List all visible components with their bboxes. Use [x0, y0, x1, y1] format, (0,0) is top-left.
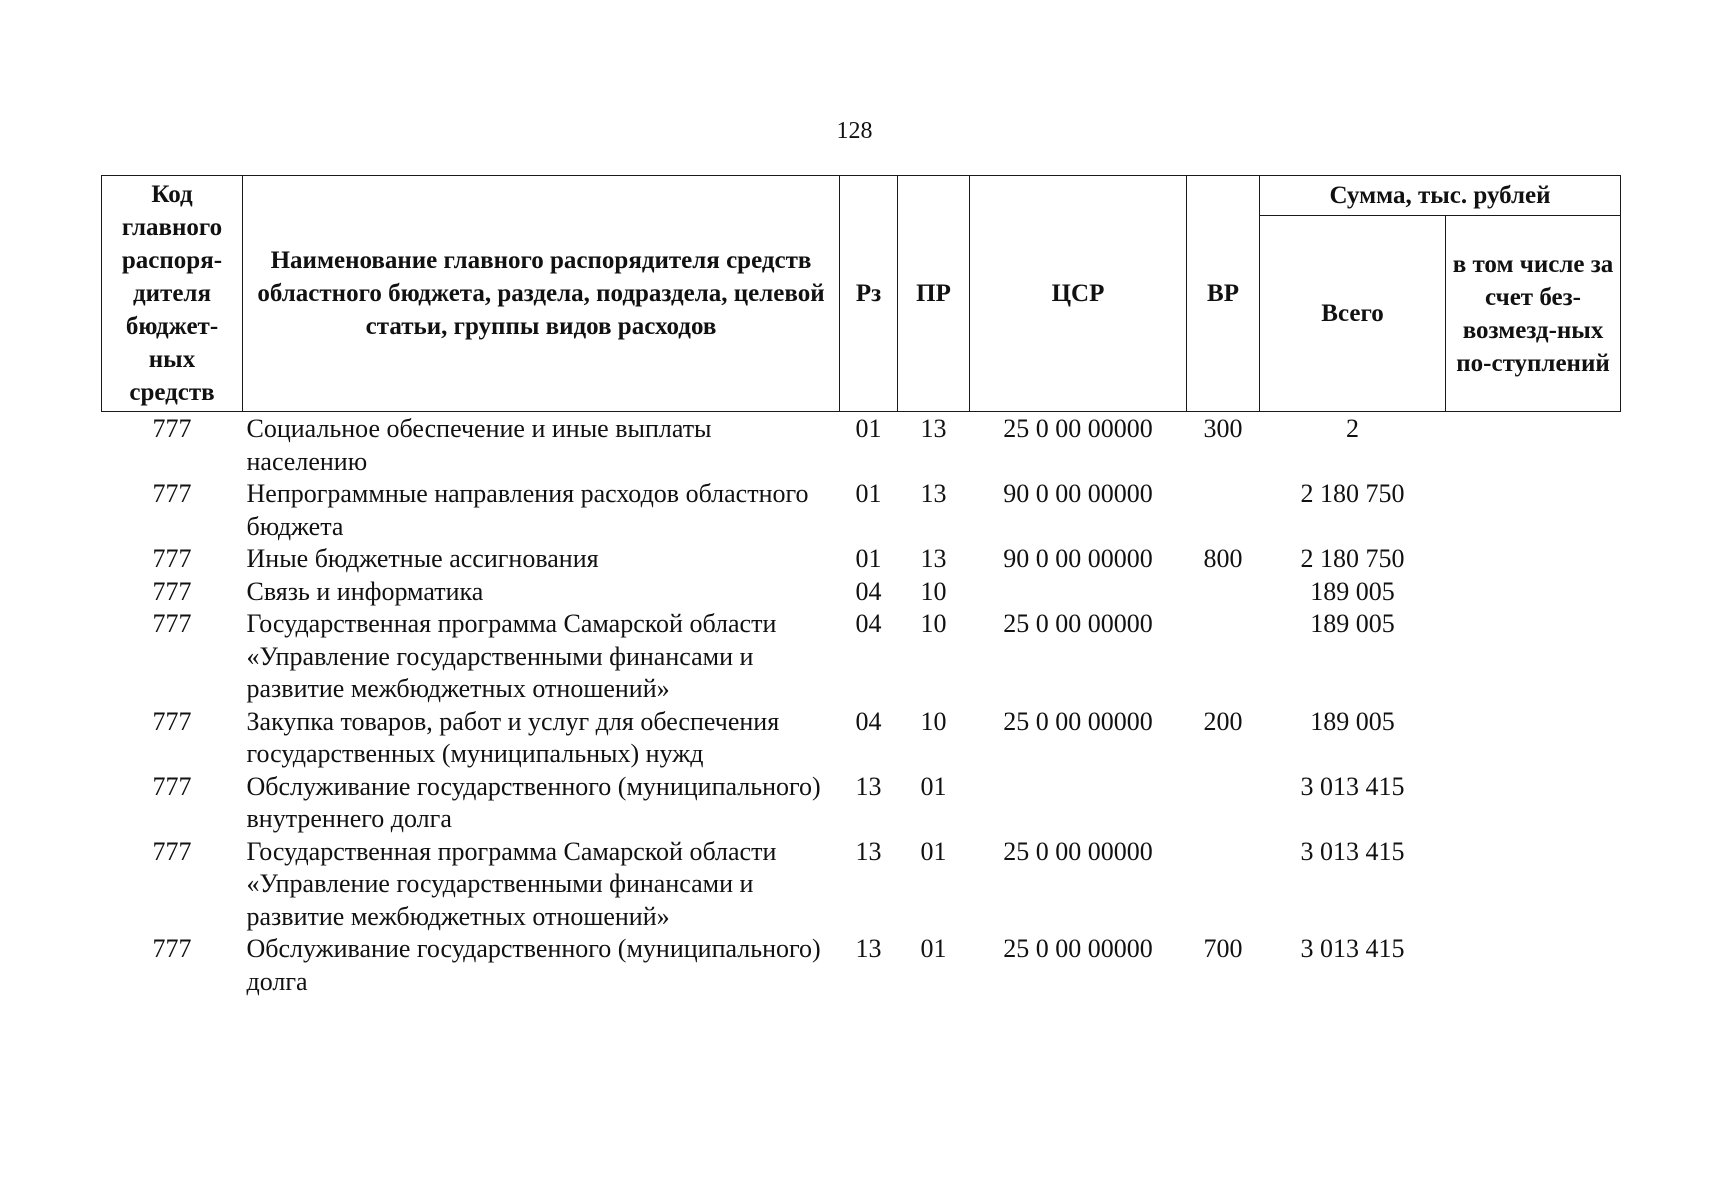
cell-pr: 10 — [920, 609, 947, 638]
cell-name: Закупка товаров, работ и услуг для обеспечения государственных (муниципальных) нужд — [246, 706, 780, 768]
header-rz: Рз — [840, 176, 898, 412]
cell-total: 3 013 415 — [1300, 771, 1405, 801]
cell-vr — [1187, 771, 1260, 836]
table-row — [102, 576, 1621, 609]
cell-code: 777 — [152, 609, 192, 638]
cell-code: 777 — [152, 479, 192, 508]
cell-total: 2 180 750 — [1300, 544, 1405, 573]
cell-name: Обслуживание государственного (муниципального) долга — [246, 934, 821, 996]
cell-pr: 10 — [920, 576, 947, 606]
cell-name: Государственная программа Самарской области «Управление государственными финансами и развитие межбюджетных отношений» — [246, 836, 777, 931]
page-number: 128 — [836, 118, 873, 144]
cell-gratuitous — [1446, 412, 1621, 479]
cell-vr: 800 — [1203, 544, 1243, 573]
cell-name: Обслуживание государственного (муниципального) внутреннего долга — [246, 771, 821, 833]
header-vr: ВР — [1187, 176, 1260, 412]
cell-rz: 13 — [855, 771, 882, 801]
cell-vr: 700 — [1203, 934, 1243, 963]
cell-gratuitous — [1446, 608, 1621, 706]
budget-table — [101, 175, 1621, 998]
table-row — [102, 706, 1621, 771]
cell-name: Государственная программа Самарской области «Управление государственными финансами и развитие межбюджетных отношений» — [246, 609, 777, 703]
cell-rz: 04 — [855, 576, 882, 606]
cell-rz: 04 — [855, 609, 882, 638]
table-header — [102, 176, 1621, 412]
cell-pr: 01 — [920, 771, 947, 801]
header-pr: ПР — [898, 176, 970, 412]
header-code: Код главного распоря-дителя бюджет-ных средств — [102, 176, 243, 412]
cell-code: 777 — [152, 836, 192, 866]
cell-gratuitous — [1446, 836, 1621, 934]
cell-name: Непрограммные направления расходов областного бюджета — [246, 479, 809, 541]
table-row — [102, 933, 1621, 998]
cell-csr: 25 0 00 00000 — [1003, 706, 1153, 736]
cell-csr — [970, 771, 1187, 836]
cell-csr: 90 0 00 00000 — [1003, 544, 1153, 573]
header-csr: ЦСР — [970, 176, 1187, 412]
cell-csr: 90 0 00 00000 — [1003, 479, 1153, 508]
cell-pr: 13 — [920, 544, 947, 573]
cell-code: 777 — [152, 544, 192, 573]
cell-gratuitous — [1446, 706, 1621, 771]
cell-csr: 25 0 00 00000 — [1003, 609, 1153, 638]
cell-gratuitous — [1446, 543, 1621, 576]
cell-gratuitous — [1446, 478, 1621, 543]
cell-name: Социальное обеспечение и иные выплаты населению — [246, 414, 712, 476]
cell-total: 189 005 — [1310, 609, 1395, 638]
cell-code: 777 — [152, 771, 192, 801]
header-total: Всего — [1260, 216, 1446, 412]
table-row — [102, 771, 1621, 836]
cell-gratuitous — [1446, 576, 1621, 609]
header-gratuitous: в том числе за счет без-возмезд-ных по-ступлений — [1446, 216, 1621, 412]
cell-name: Иные бюджетные ассигнования — [246, 544, 599, 573]
cell-code: 777 — [152, 414, 192, 443]
cell-csr: 25 0 00 00000 — [1003, 934, 1153, 963]
cell-total: 3 013 415 — [1300, 836, 1405, 866]
table-row — [102, 412, 1621, 479]
table-row — [102, 478, 1621, 543]
cell-pr: 01 — [920, 934, 947, 963]
cell-vr: 300 — [1203, 414, 1243, 443]
header-name: Наименование главного распорядителя средств областного бюджета, раздела, подраздела, целевой статьи, группы видов расходов — [243, 176, 840, 412]
cell-pr: 01 — [920, 836, 947, 866]
cell-total: 2 — [1346, 414, 1359, 443]
cell-total: 189 005 — [1310, 706, 1395, 736]
cell-csr: 25 0 00 00000 — [1003, 836, 1153, 866]
cell-vr — [1187, 478, 1260, 543]
cell-rz: 01 — [855, 414, 882, 443]
cell-vr — [1187, 576, 1260, 609]
cell-vr — [1187, 608, 1260, 706]
cell-pr: 13 — [920, 414, 947, 443]
table-row — [102, 836, 1621, 934]
cell-csr: 25 0 00 00000 — [1003, 414, 1153, 443]
table-row — [102, 543, 1621, 576]
cell-rz: 01 — [855, 479, 882, 508]
cell-gratuitous — [1446, 933, 1621, 998]
cell-vr — [1187, 836, 1260, 934]
cell-total: 189 005 — [1310, 576, 1395, 606]
cell-vr: 200 — [1203, 706, 1243, 736]
cell-name: Связь и информатика — [246, 576, 484, 606]
cell-rz: 04 — [855, 706, 882, 736]
cell-gratuitous — [1446, 771, 1621, 836]
cell-pr: 10 — [920, 706, 947, 736]
header-sum: Сумма, тыс. рублей — [1260, 176, 1621, 216]
cell-code: 777 — [152, 934, 192, 963]
cell-code: 777 — [152, 706, 192, 736]
cell-total: 3 013 415 — [1300, 934, 1405, 963]
cell-total: 2 180 750 — [1300, 479, 1405, 508]
cell-rz: 13 — [855, 934, 882, 963]
cell-pr: 13 — [920, 479, 947, 508]
table-body — [102, 412, 1621, 999]
cell-code: 777 — [152, 576, 192, 606]
cell-rz: 01 — [855, 544, 882, 573]
table-row — [102, 608, 1621, 706]
cell-csr — [970, 576, 1187, 609]
cell-rz: 13 — [855, 836, 882, 866]
